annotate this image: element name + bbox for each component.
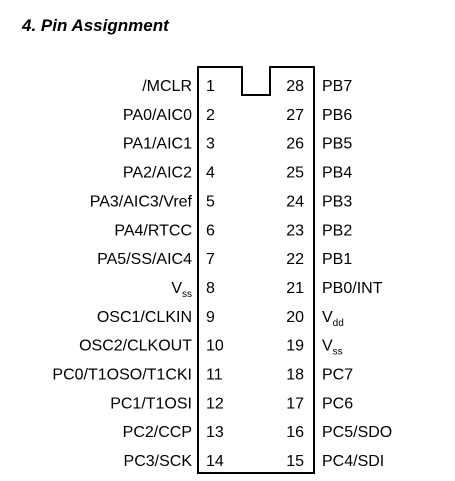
- right-pin-numbers: [286, 78, 304, 470]
- pin-label-5: PA3/AIC3/Vref: [89, 193, 192, 211]
- pin-number-17: 17: [286, 395, 304, 413]
- pin-number-2: 2: [206, 106, 215, 124]
- pin-label-24: PB3: [322, 193, 353, 211]
- pin-label-4: PA2/AIC2: [122, 164, 192, 182]
- right-pin-labels: [322, 78, 392, 470]
- pin-number-8: 8: [206, 279, 215, 297]
- pin-label-28: PB7: [322, 78, 353, 95]
- pin-label-15: PC4/SDI: [322, 453, 385, 471]
- pin-label-25: PB4: [322, 164, 353, 182]
- left-pin-numbers: [206, 78, 224, 470]
- pin-label-10: OSC2/CLKOUT: [79, 337, 192, 355]
- page-heading: 4. Pin Assignment: [22, 16, 169, 35]
- pin-number-1: 1: [206, 78, 215, 95]
- pin-label-19: $V_{ss}$: [322, 337, 343, 358]
- pin-number-10: 10: [206, 337, 224, 355]
- pin-number-20: 20: [286, 308, 304, 326]
- pin-number-12: 12: [206, 395, 224, 413]
- pin-label-1: /MCLR: [142, 78, 192, 95]
- pin-label-21: PB0/INT: [322, 279, 383, 297]
- pin-label-16: PC5/SDO: [322, 424, 393, 442]
- pin-number-6: 6: [206, 222, 215, 240]
- pin-label-2: PA0/AIC0: [122, 106, 192, 124]
- pin-number-25: 25: [286, 164, 304, 182]
- pin-label-26: PB5: [322, 135, 353, 153]
- pin-number-16: 16: [286, 424, 304, 442]
- pin-number-14: 14: [206, 453, 224, 471]
- pin-number-24: 24: [286, 193, 304, 211]
- pin-number-11: 11: [206, 366, 223, 384]
- pin-number-19: 19: [286, 337, 304, 355]
- pin-label-3: PA1/AIC1: [122, 135, 192, 153]
- pin-label-11: PC0/T1OSO/T1CKI: [52, 366, 192, 384]
- pin-number-18: 18: [286, 366, 304, 384]
- pin-label-20: $V_{dd}$: [322, 308, 344, 329]
- pin-label-14: PC3/SCK: [123, 453, 192, 471]
- pin-label-22: PB1: [322, 251, 353, 269]
- pin-number-15: 15: [286, 453, 304, 471]
- pin-number-3: 3: [206, 135, 215, 153]
- pin-label-8: $V_{ss}$: [171, 279, 192, 300]
- pin-number-9: 9: [206, 308, 215, 326]
- pin-label-12: PC1/T1OSI: [110, 395, 192, 413]
- pin-label-7: PA5/SS/AIC4: [97, 251, 192, 269]
- pin-label-6: PA4/RTCC: [114, 222, 192, 240]
- pin-label-13: PC2/CCP: [122, 424, 192, 442]
- pin-number-22: 22: [286, 251, 304, 269]
- pin-number-28: 28: [286, 78, 304, 95]
- pin-label-23: PB2: [322, 222, 353, 240]
- pin-label-27: PB6: [322, 106, 353, 124]
- pin-label-9: OSC1/CLKIN: [96, 308, 192, 326]
- pin-number-4: 4: [206, 164, 215, 182]
- pin-number-7: 7: [206, 251, 215, 269]
- pin-number-26: 26: [286, 135, 304, 153]
- pin-label-17: PC6: [322, 395, 354, 413]
- pin-number-27: 27: [286, 106, 304, 124]
- left-pin-labels: [52, 78, 192, 470]
- pin-label-18: PC7: [322, 366, 354, 384]
- pin-number-5: 5: [206, 193, 215, 211]
- pin-number-21: 21: [286, 279, 304, 297]
- pin-number-23: 23: [286, 222, 304, 240]
- pin-number-13: 13: [206, 424, 224, 442]
